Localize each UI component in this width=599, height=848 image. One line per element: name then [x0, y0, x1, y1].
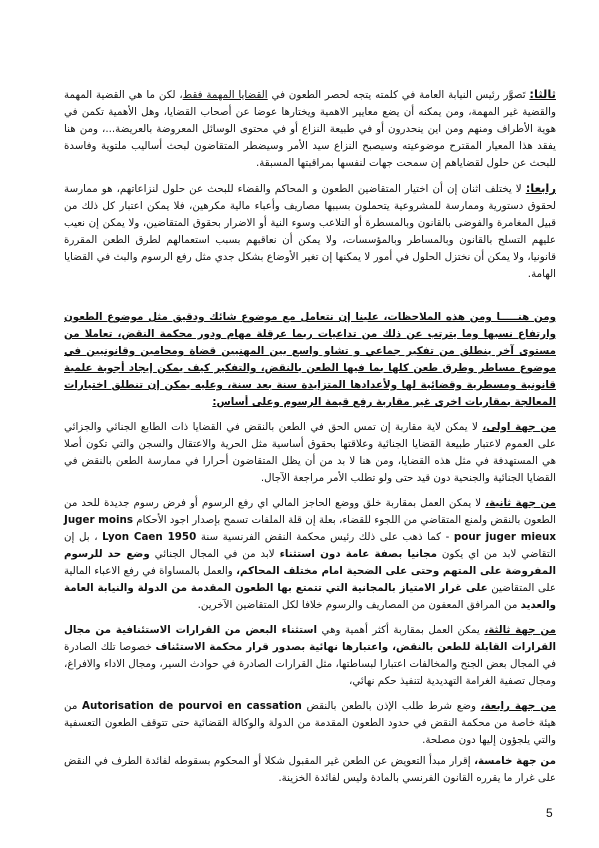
paragraph-text: والعمل بالمساواة في رفع الاعباء المالية على المتقاضين: [64, 565, 556, 594]
paragraph-text: تَصوَّر رئيس النيابة العامة في كلمته يتجه لحصر الطعون في: [267, 89, 530, 101]
paragraph-fourth-point: [64, 180, 556, 283]
section-lead: من جهة رابعة،: [480, 700, 556, 712]
paragraph-text: من هيئة خاصة من محكمة النقض في حدود الطعون المقدمة من الدولة والوكالة القضائية حتى تتوقف الطعون التعسفية والتي يلجؤون إليها دون مصلحة.: [64, 700, 556, 746]
paragraph-fifth-aspect: [64, 753, 556, 787]
paragraph-text: إقرار مبدأ التعويض عن الطعن غير المقبول شكلا أو المحكوم بسقوطه لفائدة الطرف في النقض على غرار ما يقرره القانون الفرنسي بالمادة وليس لفائدة الخزينة.: [64, 755, 556, 784]
paragraph-heading: ثالثا:: [529, 87, 556, 101]
paragraph-text: لا يمكن العمل بمقاربة خلق ووضع الحاجز المالي اي رفع الرسوم أو فرض رسوم جديدة للحد من الطعون بالنقض ولمنع المتقاضي من اللجوء للقضاء، بعلة إن قلة الملفات تسمح بإصدار اجود الأحكام: [64, 497, 556, 526]
paragraph-second-aspect: [64, 495, 556, 614]
paragraph-text: من المرافق المعفون من المصاريف والرسوم خلافا لكل المتقاضين الآخرين.: [197, 599, 521, 611]
page-body: [64, 86, 556, 795]
paragraph-heading: رابعا:: [525, 181, 556, 195]
paragraph-first-aspect: [64, 419, 556, 487]
paragraph-third-point: [64, 86, 556, 172]
page-number: 5: [546, 806, 553, 820]
french-term: Autorisation de pourvoi en cassation: [82, 700, 302, 712]
french-quote: Juger moins pour juger mieux: [64, 514, 556, 543]
paragraph-introduction: [64, 309, 556, 411]
bold-phrase: على غرار الامتياز بالمجانية التي تتمتع بها الطعون المقدمة من الدولة والنيابة العامة والعديد: [64, 582, 556, 611]
paragraph-text: - كما ذهب على ذلك رئيس محكمة النقض الفرنسية سنة: [196, 531, 454, 543]
paragraph-text: لا يختلف اثنان إن أن اختيار المتقاضين الطعون و المحاكم والقضاء للبحث عن حلول لنزاعاتهم، هو ممارسة لحقوق دستورية وممارسة للمشروعية يتحملون بسببها مصاريف وأعباء مالية مكرهين، فلا يمكن اعتبار كل ذلك من قبيل المغامرة والفوضى بالقانون وبالمسطرة أو التلاعب وسوء النية أو الاضرار بحقوق المتقاضين، ولا يمكن إن نعيب عليهم التسلح بالقانون وبالمساطر وبالمؤسسات، ولا يمكن أن نعاقبهم بسبب استعمالهم لطرق الطعن المقررة قانونيا، ولا يمكن أن نختزل الحلول في أمور لا يمكنها إن تغير الأوضاع بشكل جدي مثل رفع الرسوم والبث في القضايا الهامة.: [64, 183, 556, 280]
bold-phrase: مجانيا بصفة عامة دون استثناء: [279, 548, 437, 560]
bold-phrase: استثناء البعض من القرارات الاستئنافية من مجال القرارات القابلة للطعن بالنقض، واعتبارها نهائية بصدور قرار محكمة الاستئناف: [64, 624, 556, 653]
introduction-text: ومن هنـــــا ومن هذه الملاحظات، علينا إن نتعامل مع موضوع شائك ودقيق مثل موضوع الطعون وارتفاع نسبها وما يترتب عن ذلك من تداعيات ربما عرقلة مهام ودور محكمة النقض، تعاملا من مستوى آخر ينطلق من تفكير جماعي و تشاو واسع بين المهنيين قضاة ومحامين وقانونيين في موضوع مساطر وطرق طعن كلها بما فيها الطعن بالنقض، والتفكير كيف يمكن إيجاد أجوبة علمية قانونية ومسطرية وقضائية لها ولأعدادها المتزايدة سنة بعد سنة، وعليه يمكن إن تنطلق اختيارات المعالجة بمقاربات اخرى غير مقاربة رفع قيمة الرسوم وعلى أساس:: [64, 311, 556, 408]
underlined-phrase: القضايا المهمة فقط: [182, 89, 268, 101]
section-lead: من جهة ثانية،: [485, 497, 556, 509]
section-lead: من جهة اولى،: [482, 421, 556, 433]
french-reference: Lyon Caen 1950: [102, 531, 197, 543]
paragraph-text: لا يمكن لاية مقاربة إن تمس الحق في الطعن بالنقض في القضايا ذات الطابع الجنائي والجزائي على العموم لاعتبار طبيعة القضايا الجنائية وعلاقتها بحقوق أساسية مثل الحرية والاعتقال والسجن والتي تكون أصلا هي المستهدفة في مثل هذه القضايا، ومن هنا لا بد من أن يظل المتقاضون أحرارا في ممارسة الطعن بالنقض في القضايا الجنائية والجنحية دون قيد حتى ولو تطلب الأمر مراجعة الآجال.: [64, 421, 556, 484]
paragraph-third-aspect: [64, 622, 556, 690]
paragraph-text: لابد من في المجال الجنائي: [149, 548, 280, 560]
section-lead: من جهة خامسة،: [474, 755, 556, 767]
paragraph-text: ، بل إن التقاضي لابد من اي يكون: [64, 531, 556, 560]
paragraph-fourth-aspect: [64, 698, 556, 749]
bold-phrase: وضع حد للرسوم المفروضة على المتهم وحتى على الضحية امام مختلف المحاكم،: [64, 548, 556, 577]
section-lead: من جهة ثالثة،: [484, 624, 557, 636]
paragraph-text: وضع شرط طلب الإذن بالطعن بالنقض: [301, 700, 481, 712]
paragraph-text: يمكن العمل بمقاربة أكثر أهمية وهي: [317, 624, 485, 636]
paragraph-text: ، لكن ما هي القضية المهمة والقضية غير المهمة، ومن يمكنه أن يضع معايير الاهمية ويختارها عوضا عن أصحاب القضايا، وهل الأهمية تكمن في هوية الأطراف ومنهم ومن اين ينحدرون أو في طبيعة النزاع أو في محتوى الوسائل المعروضة بالعريضة...، ومن هنا يفقد هذا المعيار المقترح موضوعيته وسيصبح النزاع سيد الأمر وسيضطر المتقاضون لبحث أساليب ملتوية وفاسدة للبحث عن حلول لقضاياهم إن سمحت جهات لنفسها بمراقبتها المسبقة.: [64, 89, 556, 169]
paragraph-text: خصوصا تلك الصادرة في المجال بعض الجنح والمخالفات اعتبارا لبساطتها، مثل القرارات الصادرة في حوادث السير، ومجال الاداء والافراغ، ومجال تصفية الغرامة التهديدية لتنفيذ حكم نهائي،: [64, 641, 556, 687]
